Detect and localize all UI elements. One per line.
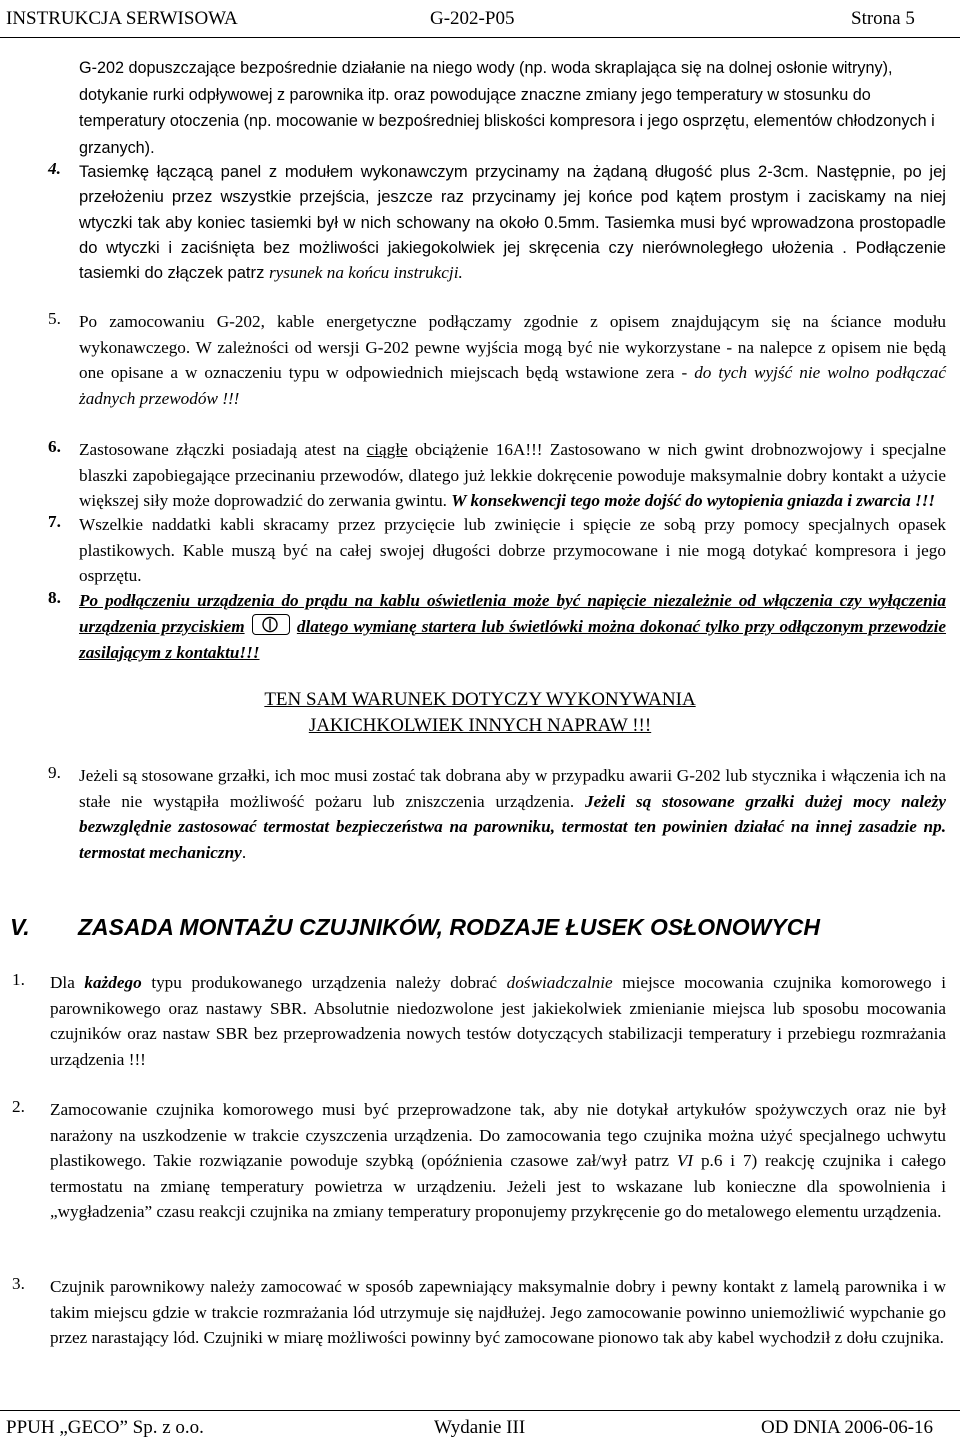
s2-text-cont: p.6 i 7) reakcję czujnika i całego termostatu na zmianę temperatury powietrza w urządzeniu. Jeżeli jest to wskazane lub konieczne dla spowolnienia i „wygładzenia” czasu reakcji czujnika na zmiany temperatury proponujemy przykręcenie go do metalowego elementu urządzenia. (50, 1151, 946, 1221)
s1-text: Dla (50, 973, 85, 992)
item-9-warning: Jeżeli są stosowane grzałki dużej mocy należy bezwzględnie zastosować termostat bezpieczeństwa na parowniku, termostat ten powinien działać na innej zasadzie np. termostat mechaniczny (79, 791, 946, 862)
item-number: 8. (48, 588, 61, 607)
item-7-text: Wszelkie naddatki kabli skracamy przez przycięcie lub zwinięcie i spięcie ze sobą przy pomocy specjalnych opasek plastikowych. Kable muszą być na całej swojej długości dobrze przymocowane i nie mogą dotykać kompresora i jego osprzętu. (79, 515, 946, 585)
item-number: 2. (12, 1097, 25, 1116)
section-number: V. (10, 914, 30, 940)
page-footer (0, 1410, 960, 1443)
item-number: 1. (12, 970, 25, 989)
item-9-end: . (241, 842, 247, 862)
s1-text-end: miejsce mocowania czujnika komorowego i parownikowego oraz nastawy SBR. Absolutnie niedozwolone jest jakiekolwiek zmienianie miejsca lub sposobu mocowania czujników oraz nastaw SBR bez przeprowadzenia nowych testów dotyczących stabilizacji temperatury i przebiegu rozmrażania urządzenia !!! (50, 973, 946, 1069)
s3-text: Czujnik parownikowy należy zamocować w sposób zapewniający maksymalnie dobry i pewny kontakt z lamelą parownika i w takim miejscu gdzie w trakcie rozmrażania lód utrzymuje się najdłużej. Jego zamocowanie powinno uniemożliwić wypchanie go przez narastający lód. Czujniki w miarę możliwości powinny być zamocowane pionowo tak aby kabel wychodził z dołu czujnika. (50, 1277, 946, 1347)
item-4-text: Tasiemkę łączącą panel z modułem wykonawczym przycinamy na żądaną długość plus 2-3cm. Następnie, po jej przełożeniu przez wszystkie przejścia, jeszcze raz przycinamy jej końce pod kątem prostym i zaciskamy na niej wtyczki tak aby koniec tasiemki był w nich schowany na około 0.5mm. Tasiemka musi być wprowadzona prostopadle do wtyczki i zaciśnięta bez możliwości jakiegokolwiek jej skręcenia czy nierównoległego ułożenia . Podłączenie tasiemki do złączek patrz (79, 162, 946, 283)
item-5-warning: do tych wyjść nie wolno podłączać żadnych przewodów !!! (79, 363, 946, 408)
footer-date: OD DNIA 2006-06-16 (761, 1417, 934, 1438)
item-6-emphasis: ciągłe (366, 440, 408, 459)
header-title: INSTRUKCJA SERWISOWA (6, 8, 238, 29)
item-6-text: Zastosowane złączki posiadają atest na (79, 440, 367, 459)
power-symbol-icon (261, 615, 279, 633)
item-8-text-cont: dlatego wymianę startera lub świetlówki można dokonać tylko przy odłączonym przewodzie zasilającym z kontaktu!!! (79, 617, 947, 662)
item-5-text: Po zamocowaniu G-202, kable energetyczne podłączamy zgodnie z opisem znajdującym się na ściance modułu wykonawczego. W zależności od wersji G-202 pewne wyjścia mogą być nie wykorzystane - na nalepce z opisem nie będą one opisane a w oznaczeniu typu w odpowiednich miejscach będą wstawione zera - (79, 312, 946, 382)
power-button-icon (252, 614, 290, 635)
footer-edition: Wydanie III (434, 1417, 526, 1438)
s2-ref: VI (676, 1151, 694, 1170)
header-model: G-202-P05 (430, 8, 515, 29)
section-title: ZASADA MONTAŻU CZUJNIKÓW, RODZAJE ŁUSEK OSŁONOWYCH (78, 914, 820, 940)
item-number: 5. (48, 309, 61, 328)
intro-text: G-202 dopuszczające bezpośrednie działanie na niego wody (np. woda skraplająca się na dolnej osłonie witryny), dotykanie rurki odpływowej z parownika itp. oraz powodujące znaczne zmiany jego temperatury w stosunku do temperatury otoczenia (np. mocowanie w bezpośredniej bliskości kompresora i jego osprzętu, elementów chłodzonych i grzanych). (79, 59, 935, 157)
item-number: 4. (48, 159, 61, 178)
footer-company: PPUH „GECO” Sp. z o.o. (6, 1417, 204, 1438)
item-6-text-cont: obciążenie 16A!!! Zastosowano w nich gwint drobnozwojowy i specjalne blaszki zapobiegające przecinaniu przewodów, dlatego już lekkie dokręcenie powoduje maksymalnie dobry kontakt a użycie większej siły może doprowadzić do zerwania gwintu. (79, 440, 947, 510)
item-9-text: Jeżeli są stosowane grzałki, ich moc musi zostać tak dobrana aby w przypadku awarii G-202 lub stycznika i włączenia ich na stałe nie wystąpiła możliwość pożaru lub zniszczenia urządzenia. (79, 766, 946, 811)
s1-emphasis: każdego (84, 973, 142, 992)
page-header (0, 0, 960, 38)
header-page: Strona 5 (851, 8, 915, 29)
item-number: 6. (48, 437, 61, 456)
item-8-text: Po podłączeniu urządzenia do prądu na kablu oświetlenia może być napięcie niezależnie od włączenia czy wyłączenia urządzenia przyciskiem (79, 591, 946, 636)
item-number: 7. (48, 512, 61, 531)
s1-emphasis-2: doświadczalnie (506, 973, 613, 992)
s2-text: Zamocowanie czujnika komorowego musi być przeprowadzone tak, aby nie dotykał artykułów spożywczych oraz nie był narażony na uszkodzenie w trakcie czyszczenia urządzenia. Do zamocowania tego czujnika można użyć specjalnego uchwytu plastikowego. Takie rozwiązanie powoduje szybką (opóźnienia czasowe zał/wył patrz (50, 1100, 946, 1170)
item-number: 3. (12, 1274, 25, 1293)
item-6-warning: W konsekwencji tego może dojść do wytopienia gniazda i zwarcia !!! (451, 491, 936, 510)
warning-line-1: TEN SAM WARUNEK DOTYCZY WYKONYWANIA (264, 689, 696, 710)
item-4-ref: rysunek na końcu instrukcji. (268, 263, 463, 283)
warning-line-2: JAKICHKOLWIEK INNYCH NAPRAW !!! (308, 715, 652, 736)
s1-text-cont: typu produkowanego urządzenia należy dobrać (141, 973, 507, 992)
item-number: 9. (48, 763, 61, 782)
